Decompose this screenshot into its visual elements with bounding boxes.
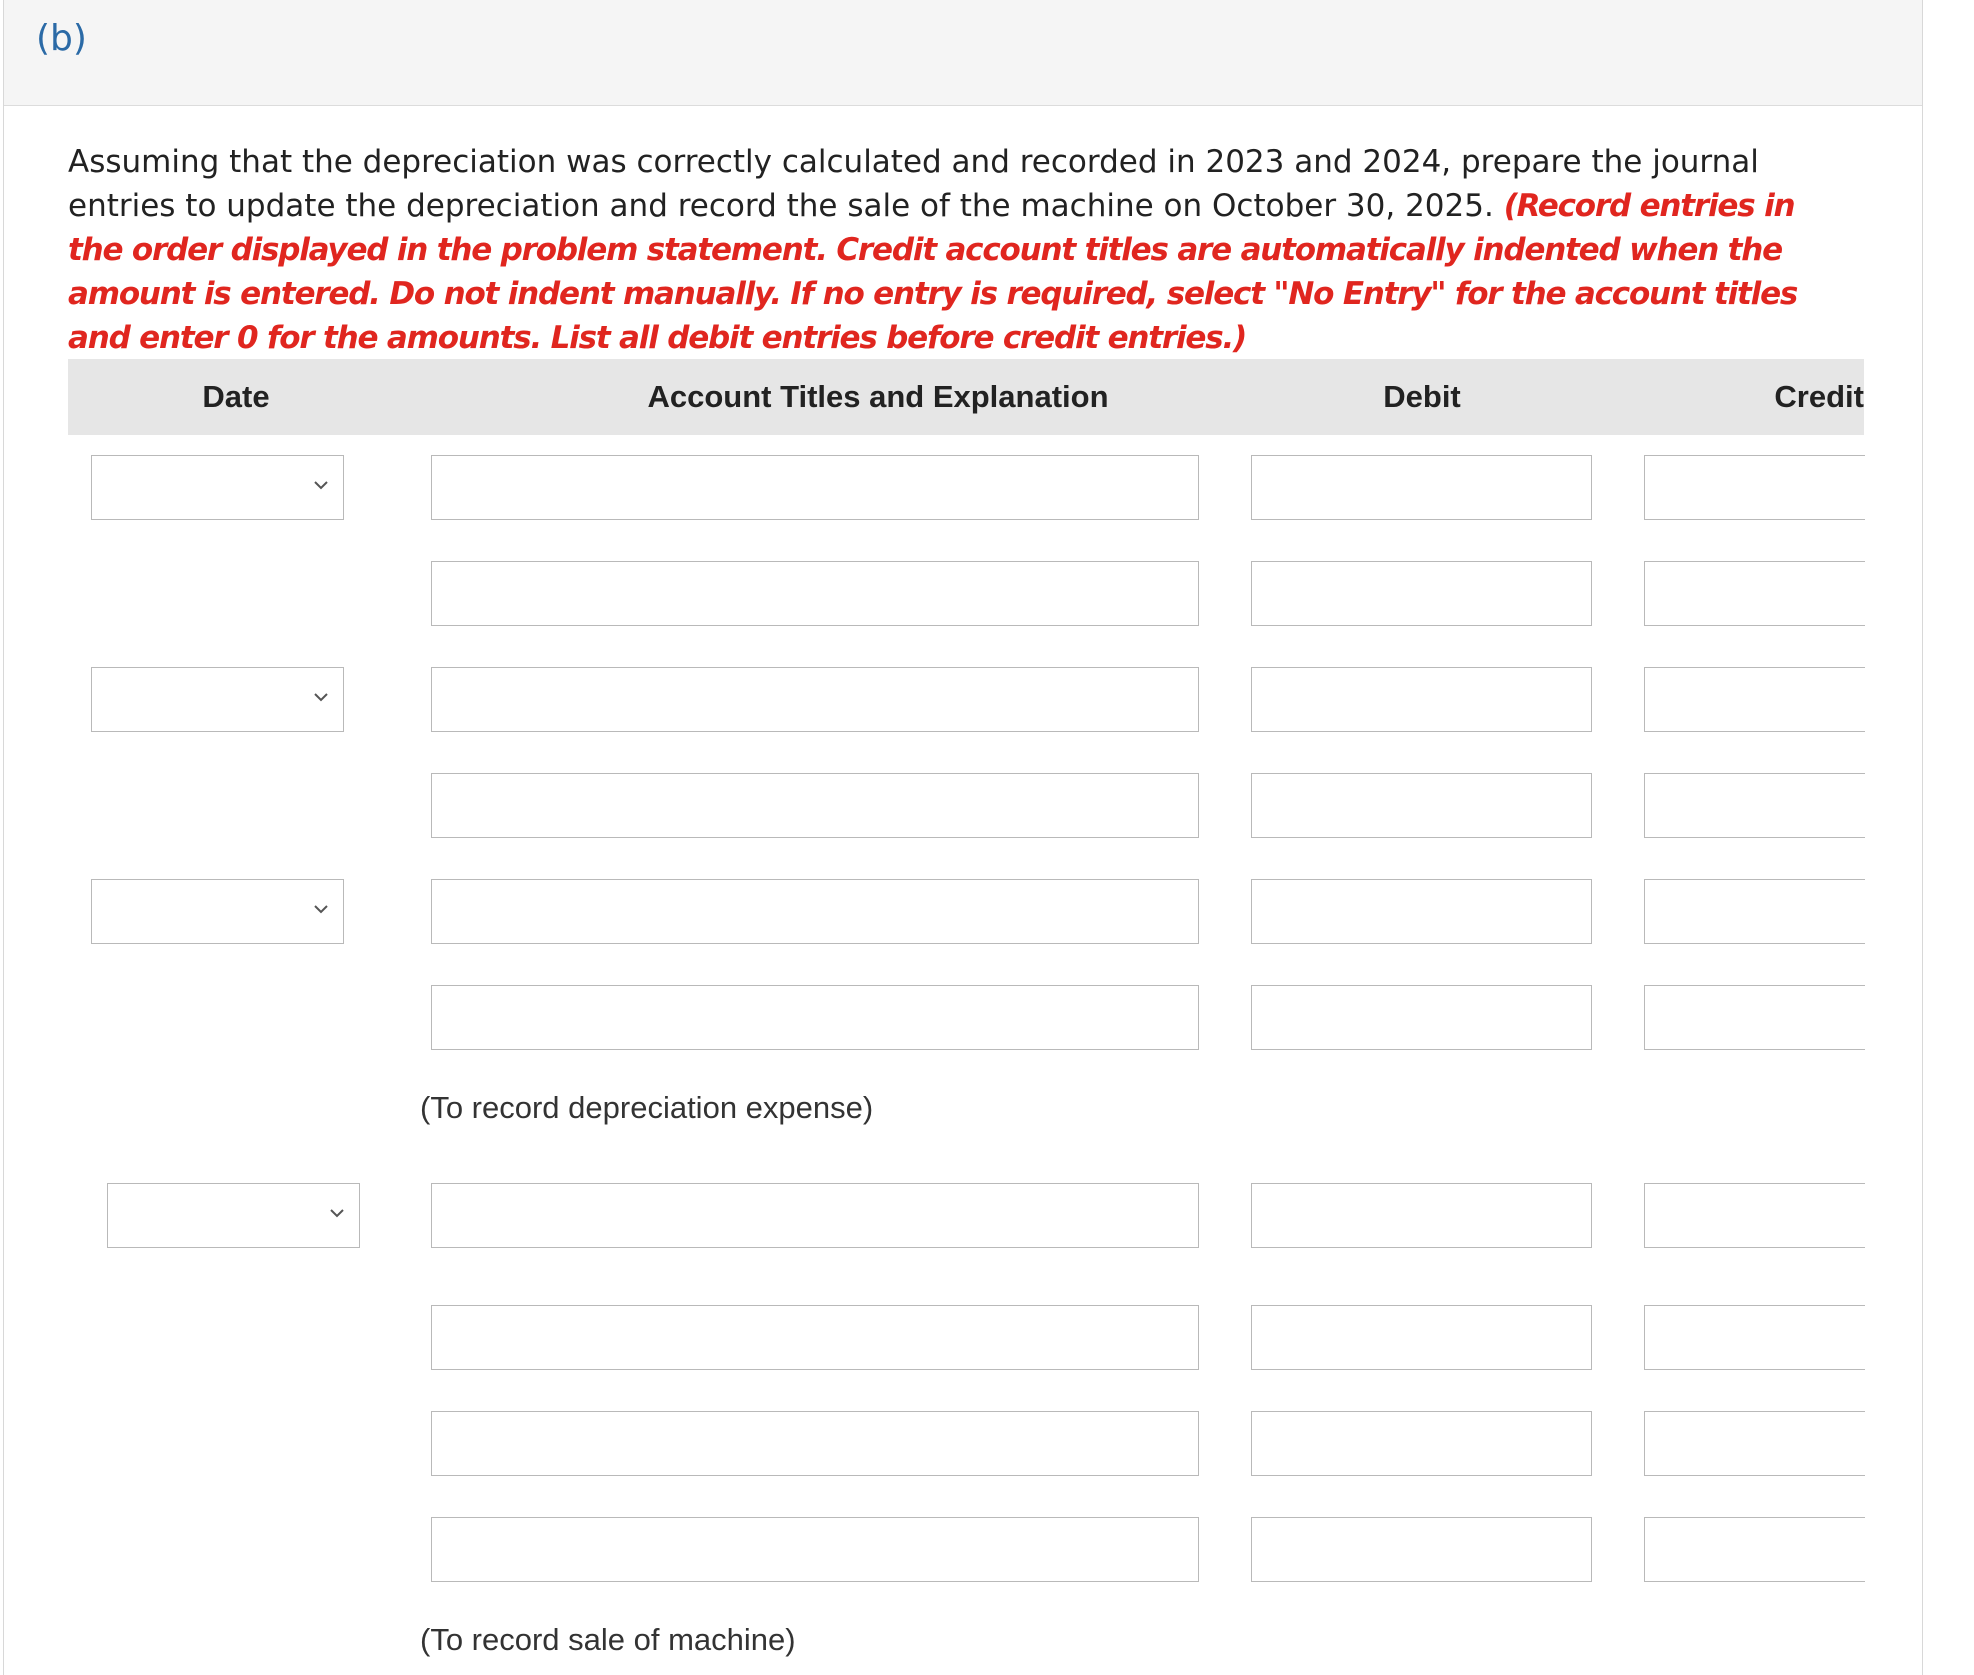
account-title-input[interactable] [431, 455, 1199, 520]
chevron-down-icon [327, 1203, 347, 1223]
account-title-input[interactable] [431, 667, 1199, 732]
credit-input[interactable] [1644, 1183, 1865, 1248]
part-header [4, 0, 1922, 106]
credit-input[interactable] [1644, 455, 1865, 520]
credit-input[interactable] [1644, 985, 1865, 1050]
journal-table-header [68, 359, 1864, 435]
entry-caption: (To record sale of machine) [420, 1622, 796, 1657]
question-instruction: (Record entries in the order displayed in the problem statement. Credit account titles are automatically indented when the amount is entered. Do not indent manually. If no entry is required, select "No Entry" for the account titles and enter 0 for the amounts. List all debit entries before credit entries.) [68, 188, 1798, 356]
debit-input[interactable] [1251, 667, 1592, 732]
account-title-input[interactable] [431, 1411, 1199, 1476]
debit-input[interactable] [1251, 455, 1592, 520]
question-text [68, 140, 1838, 360]
credit-input[interactable] [1644, 561, 1865, 626]
date-select[interactable] [91, 667, 344, 732]
date-select[interactable] [107, 1183, 360, 1248]
header-account-titles: Account Titles and Explanation [647, 379, 1109, 414]
credit-input[interactable] [1644, 879, 1865, 944]
debit-input[interactable] [1251, 773, 1592, 838]
header-debit: Debit [1383, 379, 1461, 414]
date-select[interactable] [91, 455, 344, 520]
credit-input[interactable] [1644, 1305, 1865, 1370]
chevron-down-icon [311, 899, 331, 919]
question-panel [3, 0, 1923, 1675]
debit-input[interactable] [1251, 1183, 1592, 1248]
entry-caption: (To record depreciation expense) [420, 1090, 874, 1125]
header-credit: Credit [1774, 379, 1864, 414]
debit-input[interactable] [1251, 1411, 1592, 1476]
part-label: (b) [36, 18, 87, 59]
debit-input[interactable] [1251, 561, 1592, 626]
chevron-down-icon [311, 687, 331, 707]
date-select[interactable] [91, 879, 344, 944]
credit-input[interactable] [1644, 1517, 1865, 1582]
account-title-input[interactable] [431, 985, 1199, 1050]
account-title-input[interactable] [431, 561, 1199, 626]
account-title-input[interactable] [431, 1517, 1199, 1582]
debit-input[interactable] [1251, 879, 1592, 944]
account-title-input[interactable] [431, 1183, 1199, 1248]
account-title-input[interactable] [431, 1305, 1199, 1370]
debit-input[interactable] [1251, 1305, 1592, 1370]
account-title-input[interactable] [431, 773, 1199, 838]
credit-input[interactable] [1644, 667, 1865, 732]
debit-input[interactable] [1251, 985, 1592, 1050]
chevron-down-icon [311, 475, 331, 495]
header-date: Date [202, 379, 270, 414]
credit-input[interactable] [1644, 773, 1865, 838]
credit-input[interactable] [1644, 1411, 1865, 1476]
debit-input[interactable] [1251, 1517, 1592, 1582]
question-body: Assuming that the depreciation was correctly calculated and recorded in 2023 and 2024, prepare the journal entries to update the depreciation and record the sale of the machine on October 30, 2025. [68, 144, 1759, 224]
account-title-input[interactable] [431, 879, 1199, 944]
